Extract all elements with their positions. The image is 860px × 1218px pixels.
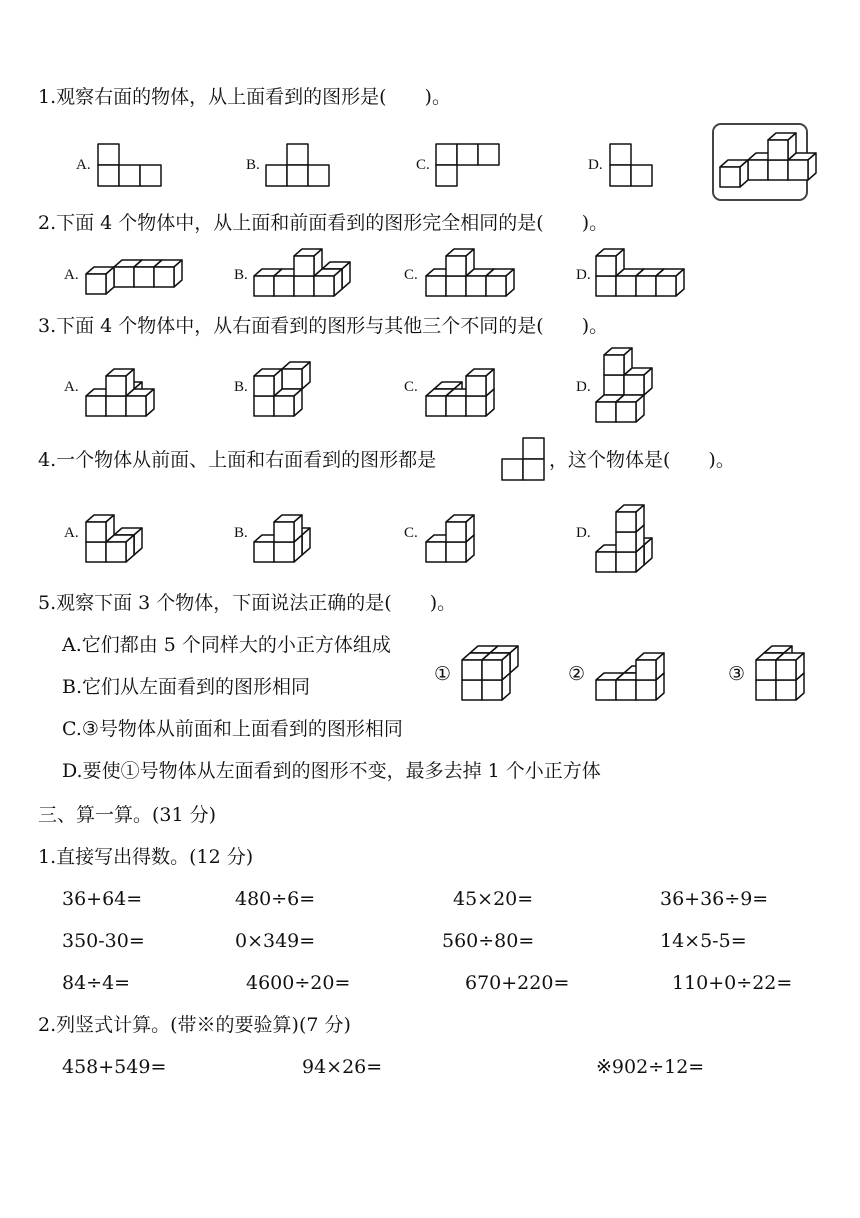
calc-r3-c1: 84÷4= xyxy=(62,972,131,994)
cube xyxy=(604,348,632,375)
cube xyxy=(466,369,494,396)
q3-option-d-label: D. xyxy=(576,379,591,395)
vertical-calc-3: ※902÷12= xyxy=(596,1056,705,1078)
calc-r2-c4: 14×5-5= xyxy=(660,930,747,952)
q1-option-d-label: D. xyxy=(588,157,603,173)
q3-option-a-label: A. xyxy=(64,379,79,395)
q4-option-b-label: B. xyxy=(234,525,248,541)
calc-r2-c2: 0×349= xyxy=(235,930,316,952)
q5-object-1-figure xyxy=(458,642,524,704)
calc-r1-c1: 36+64= xyxy=(62,888,143,910)
q4-option-a-label: A. xyxy=(64,525,79,541)
q2-stem: 2.下面 4 个物体中，从上面和前面看到的图形完全相同的是( )。 xyxy=(38,212,609,234)
q3-stem: 3.下面 4 个物体中，从右面看到的图形与其他三个不同的是( )。 xyxy=(38,315,609,337)
q1-option-a-label: A. xyxy=(76,157,91,173)
vertical-calc-1: 458+549= xyxy=(62,1056,167,1078)
cube xyxy=(106,369,134,396)
q1-option-c-label: C. xyxy=(416,157,430,173)
cube xyxy=(482,653,510,680)
q2-option-c-label: C. xyxy=(404,267,418,283)
calc-r2-c1: 350-30= xyxy=(62,930,145,952)
cube xyxy=(86,515,114,542)
cube xyxy=(616,505,644,532)
q2-option-a-figure xyxy=(84,252,174,296)
q4-option-a-figure xyxy=(84,500,154,566)
vertical-calc-2: 94×26= xyxy=(302,1056,383,1078)
q2-option-d-figure xyxy=(594,248,684,300)
q2-option-a-label: A. xyxy=(64,267,79,283)
q4-option-d-label: D. xyxy=(576,525,591,541)
q2-option-c-figure xyxy=(424,248,514,300)
calc-r1-c2: 480÷6= xyxy=(235,888,316,910)
q5-stem: 5.观察下面 3 个物体，下面说法正确的是( )。 xyxy=(38,592,457,614)
cube xyxy=(768,133,796,160)
q1-option-d-figure xyxy=(608,142,654,188)
q4-stem-part-a: 4.一个物体从前面、上面和右面看到的图形都是 xyxy=(38,449,437,471)
q5-object-2-figure xyxy=(592,638,702,704)
cube xyxy=(154,260,182,287)
q1-option-b-label: B. xyxy=(246,157,260,173)
q4-option-c-figure xyxy=(424,500,494,566)
q5-object-3-figure xyxy=(752,642,812,704)
q3-option-b-label: B. xyxy=(234,379,248,395)
q2-option-b-figure xyxy=(252,248,342,300)
q5-object-3-marker: ③ xyxy=(728,663,746,685)
q4-option-d-figure xyxy=(594,490,664,576)
cube xyxy=(446,515,474,542)
q4-stem-part-b: ，这个物体是( )。 xyxy=(549,449,735,471)
cube xyxy=(616,395,644,422)
q4-option-b-figure xyxy=(252,500,322,566)
q5-choice-b: B.它们从左面看到的图形相同 xyxy=(62,676,311,698)
calc-r3-c3: 670+220= xyxy=(465,972,570,994)
q5-choice-a: A.它们都由 5 个同样大的小正方体组成 xyxy=(62,634,391,656)
q2-option-b-label: B. xyxy=(234,267,248,283)
cube xyxy=(656,269,684,296)
cube xyxy=(446,249,474,276)
calc-r3-c4: 110+0÷22= xyxy=(672,972,793,994)
cube xyxy=(274,515,302,542)
section3-part1-title: 1.直接写出得数。(12 分) xyxy=(38,846,254,868)
q3-option-a-figure xyxy=(84,352,174,420)
q3-option-d-figure xyxy=(594,348,664,424)
cube xyxy=(636,653,664,680)
q1-option-b-figure xyxy=(264,142,330,188)
section3-part2-title: 2.列竖式计算。(带※的要验算)(7 分) xyxy=(38,1014,351,1036)
cube xyxy=(596,249,624,276)
q5-choice-c: C.③号物体从前面和上面看到的图形相同 xyxy=(62,718,403,740)
cube xyxy=(776,653,804,680)
q3-option-c-figure xyxy=(424,352,514,420)
cube xyxy=(86,267,114,294)
cube xyxy=(294,249,322,276)
q1-object-figure xyxy=(716,125,806,195)
q1-stem: 1.观察右面的物体，从上面看到的图形是( )。 xyxy=(38,86,451,108)
calc-r1-c3: 45×20= xyxy=(453,888,534,910)
q1-option-a-figure xyxy=(96,142,162,188)
q4-view-shape xyxy=(500,436,546,482)
cube xyxy=(720,160,748,187)
q2-option-d-label: D. xyxy=(576,267,591,283)
q3-option-c-label: C. xyxy=(404,379,418,395)
q5-object-1-marker: ① xyxy=(434,663,452,685)
cube xyxy=(282,362,310,389)
q4-option-c-label: C. xyxy=(404,525,418,541)
q5-object-2-marker: ② xyxy=(568,663,586,685)
q3-option-b-figure xyxy=(252,352,342,420)
section3-title: 三、算一算。(31 分) xyxy=(38,804,217,826)
q1-option-c-figure xyxy=(434,142,500,188)
q5-choice-d: D.要使①号物体从左面看到的图形不变，最多去掉 1 个小正方体 xyxy=(62,760,601,782)
calc-r2-c3: 560÷80= xyxy=(442,930,535,952)
cube xyxy=(254,369,282,396)
calc-r1-c4: 36+36÷9= xyxy=(660,888,769,910)
calc-r3-c2: 4600÷20= xyxy=(246,972,351,994)
cube xyxy=(486,269,514,296)
